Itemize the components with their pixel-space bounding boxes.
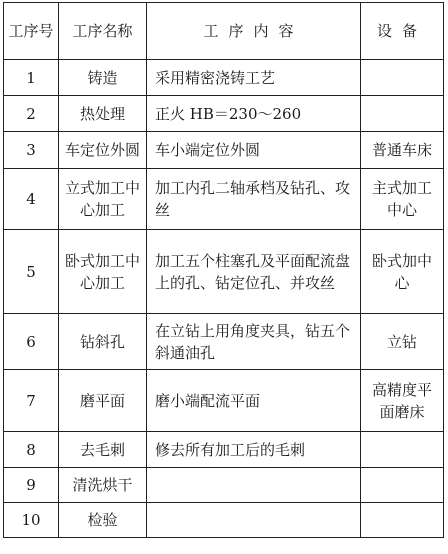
table-row — [4, 432, 444, 468]
cell-process-no: 7 — [4, 370, 59, 432]
cell-process-name: 磨平面 — [59, 370, 147, 432]
table-row — [4, 370, 444, 432]
cell-equipment — [361, 432, 444, 468]
cell-equipment: 卧式加中心 — [361, 230, 444, 314]
cell-process-no: 1 — [4, 60, 59, 96]
table-row — [4, 132, 444, 169]
table-row — [4, 169, 444, 230]
cell-process-name: 铸造 — [59, 60, 147, 96]
cell-process-no: 8 — [4, 432, 59, 468]
cell-process-no: 10 — [4, 503, 59, 538]
table-header-row — [4, 3, 444, 60]
cell-process-no: 6 — [4, 314, 59, 370]
cell-process-content: 磨小端配流平面 — [147, 370, 361, 432]
table-row — [4, 468, 444, 503]
cell-process-name: 立式加工中心加工 — [59, 169, 147, 230]
cell-equipment: 立钻 — [361, 314, 444, 370]
cell-equipment — [361, 60, 444, 96]
header-process-content: 工序内容 — [147, 3, 361, 60]
table-row — [4, 230, 444, 314]
header-equipment: 设备 — [361, 3, 444, 60]
header-process-no: 工序号 — [4, 3, 59, 60]
cell-process-no: 9 — [4, 468, 59, 503]
cell-process-content: 修去所有加工后的毛刺 — [147, 432, 361, 468]
cell-process-name: 清洗烘干 — [59, 468, 147, 503]
cell-process-content: 采用精密浇铸工艺 — [147, 60, 361, 96]
header-process-name: 工序名称 — [59, 3, 147, 60]
cell-process-content: 在立钻上用角度夹具，钻五个斜通油孔 — [147, 314, 361, 370]
cell-process-content: 加工内孔二轴承档及钻孔、攻丝 — [147, 169, 361, 230]
cell-process-name: 去毛刺 — [59, 432, 147, 468]
cell-process-name: 检验 — [59, 503, 147, 538]
process-table — [3, 2, 444, 538]
cell-process-name: 卧式加工中心加工 — [59, 230, 147, 314]
table-row — [4, 503, 444, 538]
cell-process-name: 车定位外圆 — [59, 132, 147, 169]
table-row — [4, 60, 444, 96]
cell-process-no: 4 — [4, 169, 59, 230]
cell-equipment: 主式加工中心 — [361, 169, 444, 230]
cell-process-no: 3 — [4, 132, 59, 169]
cell-process-content: 车小端定位外圆 — [147, 132, 361, 169]
cell-process-no: 2 — [4, 96, 59, 132]
cell-equipment: 普通车床 — [361, 132, 444, 169]
cell-process-content: 加工五个柱塞孔及平面配流盘上的孔、钻定位孔、并攻丝 — [147, 230, 361, 314]
process-table-container — [3, 2, 444, 538]
cell-process-content — [147, 503, 361, 538]
cell-equipment — [361, 503, 444, 538]
table-row — [4, 96, 444, 132]
cell-process-name: 热处理 — [59, 96, 147, 132]
cell-equipment — [361, 96, 444, 132]
cell-equipment: 高精度平面磨床 — [361, 370, 444, 432]
cell-equipment — [361, 468, 444, 503]
cell-process-content: 正火 HB＝230～260 — [147, 96, 361, 132]
table-row — [4, 314, 444, 370]
cell-process-no: 5 — [4, 230, 59, 314]
cell-process-name: 钻斜孔 — [59, 314, 147, 370]
cell-process-content — [147, 468, 361, 503]
